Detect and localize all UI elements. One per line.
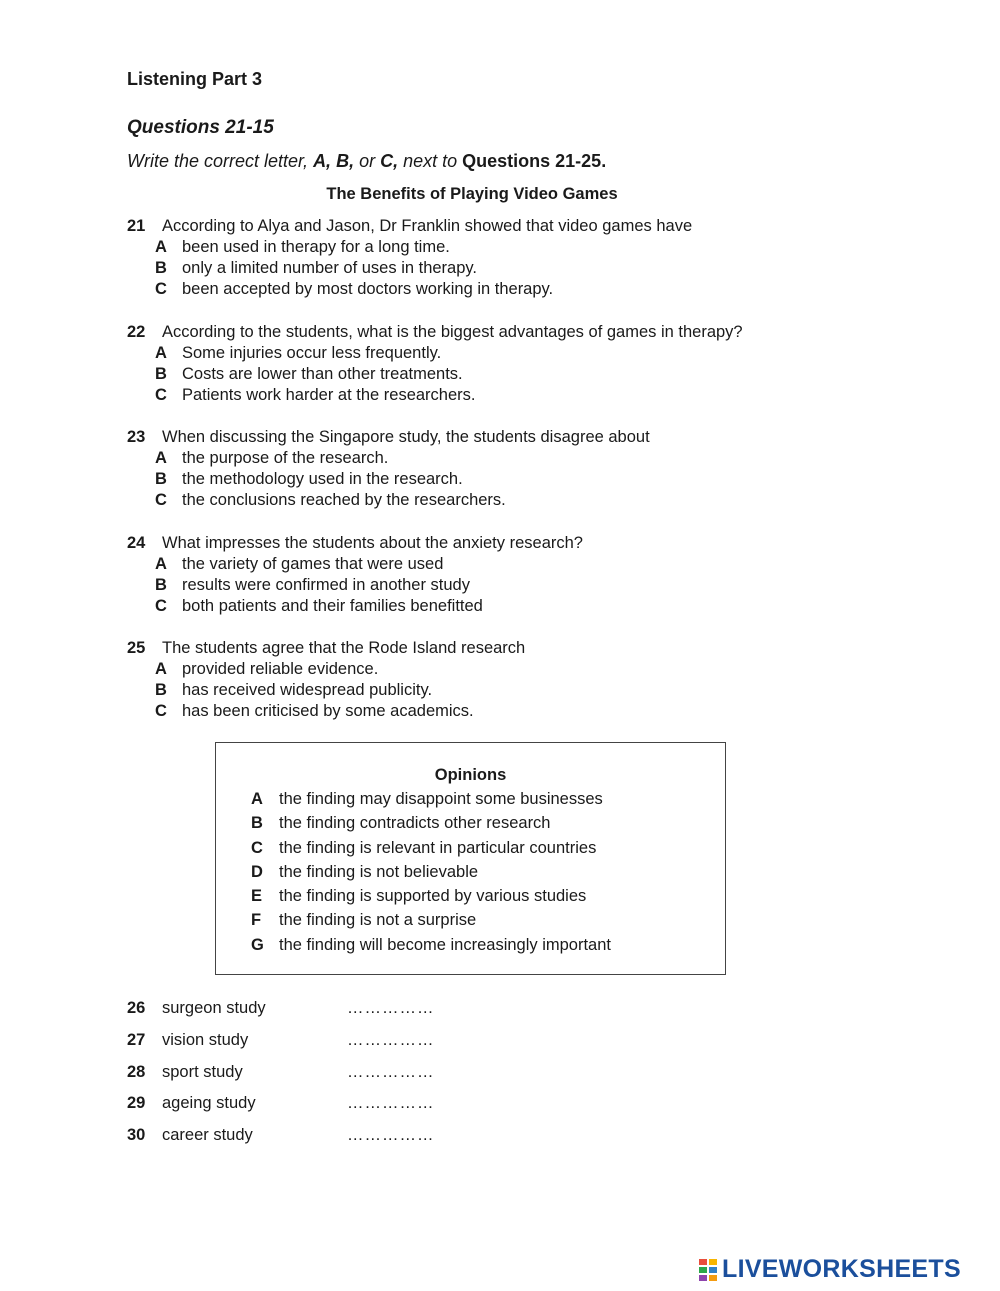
match-row-28	[127, 1063, 435, 1082]
answer-blank[interactable]: ……………	[347, 999, 435, 1017]
liveworksheets-logo[interactable]	[698, 1255, 961, 1284]
option-letter: B	[155, 681, 167, 699]
opinion-item	[251, 787, 611, 811]
question-23	[127, 427, 650, 511]
option-b[interactable]	[127, 469, 650, 490]
opinion-text: the finding is not believable	[279, 862, 479, 881]
opinion-text: the finding is not a surprise	[279, 911, 477, 930]
instruction-prefix: Write the correct letter,	[127, 151, 314, 171]
match-label: career study	[162, 1126, 253, 1144]
question-number: 24	[127, 534, 146, 552]
instruction-or: or	[354, 151, 381, 171]
option-text: Costs are lower than other treatments.	[182, 365, 463, 383]
match-number: 27	[127, 1031, 146, 1049]
option-b[interactable]	[127, 258, 692, 279]
logo-text: LIVEWORKSHEETS	[722, 1255, 961, 1283]
option-letter: A	[155, 344, 167, 362]
match-row-27	[127, 1031, 435, 1050]
option-a[interactable]	[127, 343, 743, 364]
option-text: been accepted by most doctors working in therapy.	[182, 280, 554, 298]
opinion-item	[251, 811, 611, 835]
match-label: ageing study	[162, 1094, 256, 1112]
option-text: the conclusions reached by the researchers.	[182, 491, 506, 509]
instruction-middle: next to	[398, 151, 463, 171]
match-label: sport study	[162, 1063, 243, 1081]
opinion-item	[251, 836, 611, 860]
match-number: 30	[127, 1126, 146, 1144]
option-letter: B	[155, 259, 167, 277]
question-stem: According to Alya and Jason, Dr Franklin showed that video games have	[162, 217, 693, 235]
option-letter: A	[155, 238, 167, 256]
option-letter: B	[155, 470, 167, 488]
option-text: provided reliable evidence.	[182, 660, 379, 678]
answer-blank[interactable]: ……………	[347, 1031, 435, 1049]
opinions-title: Opinions	[434, 766, 507, 784]
option-c[interactable]	[127, 701, 525, 722]
opinion-text: the finding contradicts other research	[279, 814, 551, 833]
opinion-letter: D	[251, 862, 263, 881]
opinion-letter: F	[251, 911, 262, 930]
option-letter: B	[155, 576, 167, 594]
question-number: 23	[127, 428, 146, 446]
question-25	[127, 638, 525, 722]
match-label: vision study	[162, 1031, 249, 1049]
option-letter: B	[155, 365, 167, 383]
section-title: Listening Part 3	[127, 69, 263, 89]
question-range: Questions 21-15	[127, 117, 274, 138]
option-c[interactable]	[127, 596, 583, 617]
question-number: 21	[127, 217, 146, 235]
opinion-item	[251, 884, 611, 908]
option-a[interactable]	[127, 659, 525, 680]
question-number: 22	[127, 323, 146, 341]
option-text: has been criticised by some academics.	[182, 702, 474, 720]
option-text: the purpose of the research.	[182, 449, 389, 467]
option-a[interactable]	[127, 448, 650, 469]
opinion-letter: B	[251, 814, 263, 833]
option-letter: C	[155, 386, 167, 404]
question-21	[127, 216, 692, 300]
match-number: 29	[127, 1094, 146, 1112]
option-letter: C	[155, 702, 167, 720]
option-text: been used in therapy for a long time.	[182, 238, 450, 256]
opinion-text: the finding will become increasingly important	[279, 935, 611, 954]
option-text: has received widespread publicity.	[182, 681, 433, 699]
option-letter: A	[155, 660, 167, 678]
option-b[interactable]	[127, 364, 743, 385]
match-row-29	[127, 1094, 435, 1113]
option-letter: C	[155, 597, 167, 615]
question-22	[127, 322, 743, 406]
document-title: The Benefits of Playing Video Games	[326, 185, 618, 203]
option-text: Some injuries occur less frequently.	[182, 344, 442, 362]
option-text: the variety of games that were used	[182, 555, 444, 573]
match-number: 28	[127, 1063, 146, 1081]
question-stem: According to the students, what is the biggest advantages of games in therapy?	[162, 323, 743, 341]
option-b[interactable]	[127, 575, 583, 596]
question-stem: When discussing the Singapore study, the students disagree about	[162, 428, 650, 446]
instruction-letters: A, B,	[313, 151, 355, 171]
opinion-letter: C	[251, 838, 263, 857]
option-text: the methodology used in the research.	[182, 470, 463, 488]
option-letter: A	[155, 555, 167, 573]
match-label: surgeon study	[162, 999, 266, 1017]
option-text: both patients and their families benefitted	[182, 597, 483, 615]
instruction	[127, 151, 606, 172]
option-letter: C	[155, 280, 167, 298]
answer-blank[interactable]: ……………	[347, 1094, 435, 1112]
opinion-letter: E	[251, 887, 263, 906]
instruction-letter-c: C,	[380, 151, 399, 171]
instruction-target: Questions 21-25.	[462, 151, 607, 171]
opinion-item	[251, 933, 611, 957]
question-stem: What impresses the students about the anxiety research?	[162, 534, 583, 552]
opinion-item	[251, 908, 611, 932]
question-number: 25	[127, 639, 146, 657]
question-24	[127, 533, 583, 617]
opinion-item	[251, 860, 611, 884]
opinions-box	[215, 742, 726, 975]
option-c[interactable]	[127, 385, 743, 406]
match-row-26	[127, 999, 435, 1018]
opinion-text: the finding is supported by various studies	[279, 887, 587, 906]
answer-blank[interactable]: ……………	[347, 1063, 435, 1081]
option-a[interactable]	[127, 237, 692, 258]
option-b[interactable]	[127, 680, 525, 701]
match-row-30	[127, 1126, 435, 1145]
opinion-letter: G	[251, 935, 264, 954]
liveworksheets-icon	[698, 1258, 718, 1282]
option-letter: C	[155, 491, 167, 509]
option-a[interactable]	[127, 554, 583, 575]
opinion-text: the finding is relevant in particular countries	[279, 838, 597, 857]
match-number: 26	[127, 999, 146, 1017]
question-stem: The students agree that the Rode Island research	[162, 639, 526, 657]
option-c[interactable]	[127, 279, 692, 300]
answer-blank[interactable]: ……………	[347, 1126, 435, 1144]
option-text: results were confirmed in another study	[182, 576, 470, 594]
option-c[interactable]	[127, 490, 650, 511]
option-text: Patients work harder at the researchers.	[182, 386, 476, 404]
opinion-text: the finding may disappoint some businesses	[279, 790, 603, 808]
option-letter: A	[155, 449, 167, 467]
opinion-letter: A	[251, 790, 263, 808]
opinions-list	[251, 787, 611, 957]
option-text: only a limited number of uses in therapy.	[182, 259, 478, 277]
